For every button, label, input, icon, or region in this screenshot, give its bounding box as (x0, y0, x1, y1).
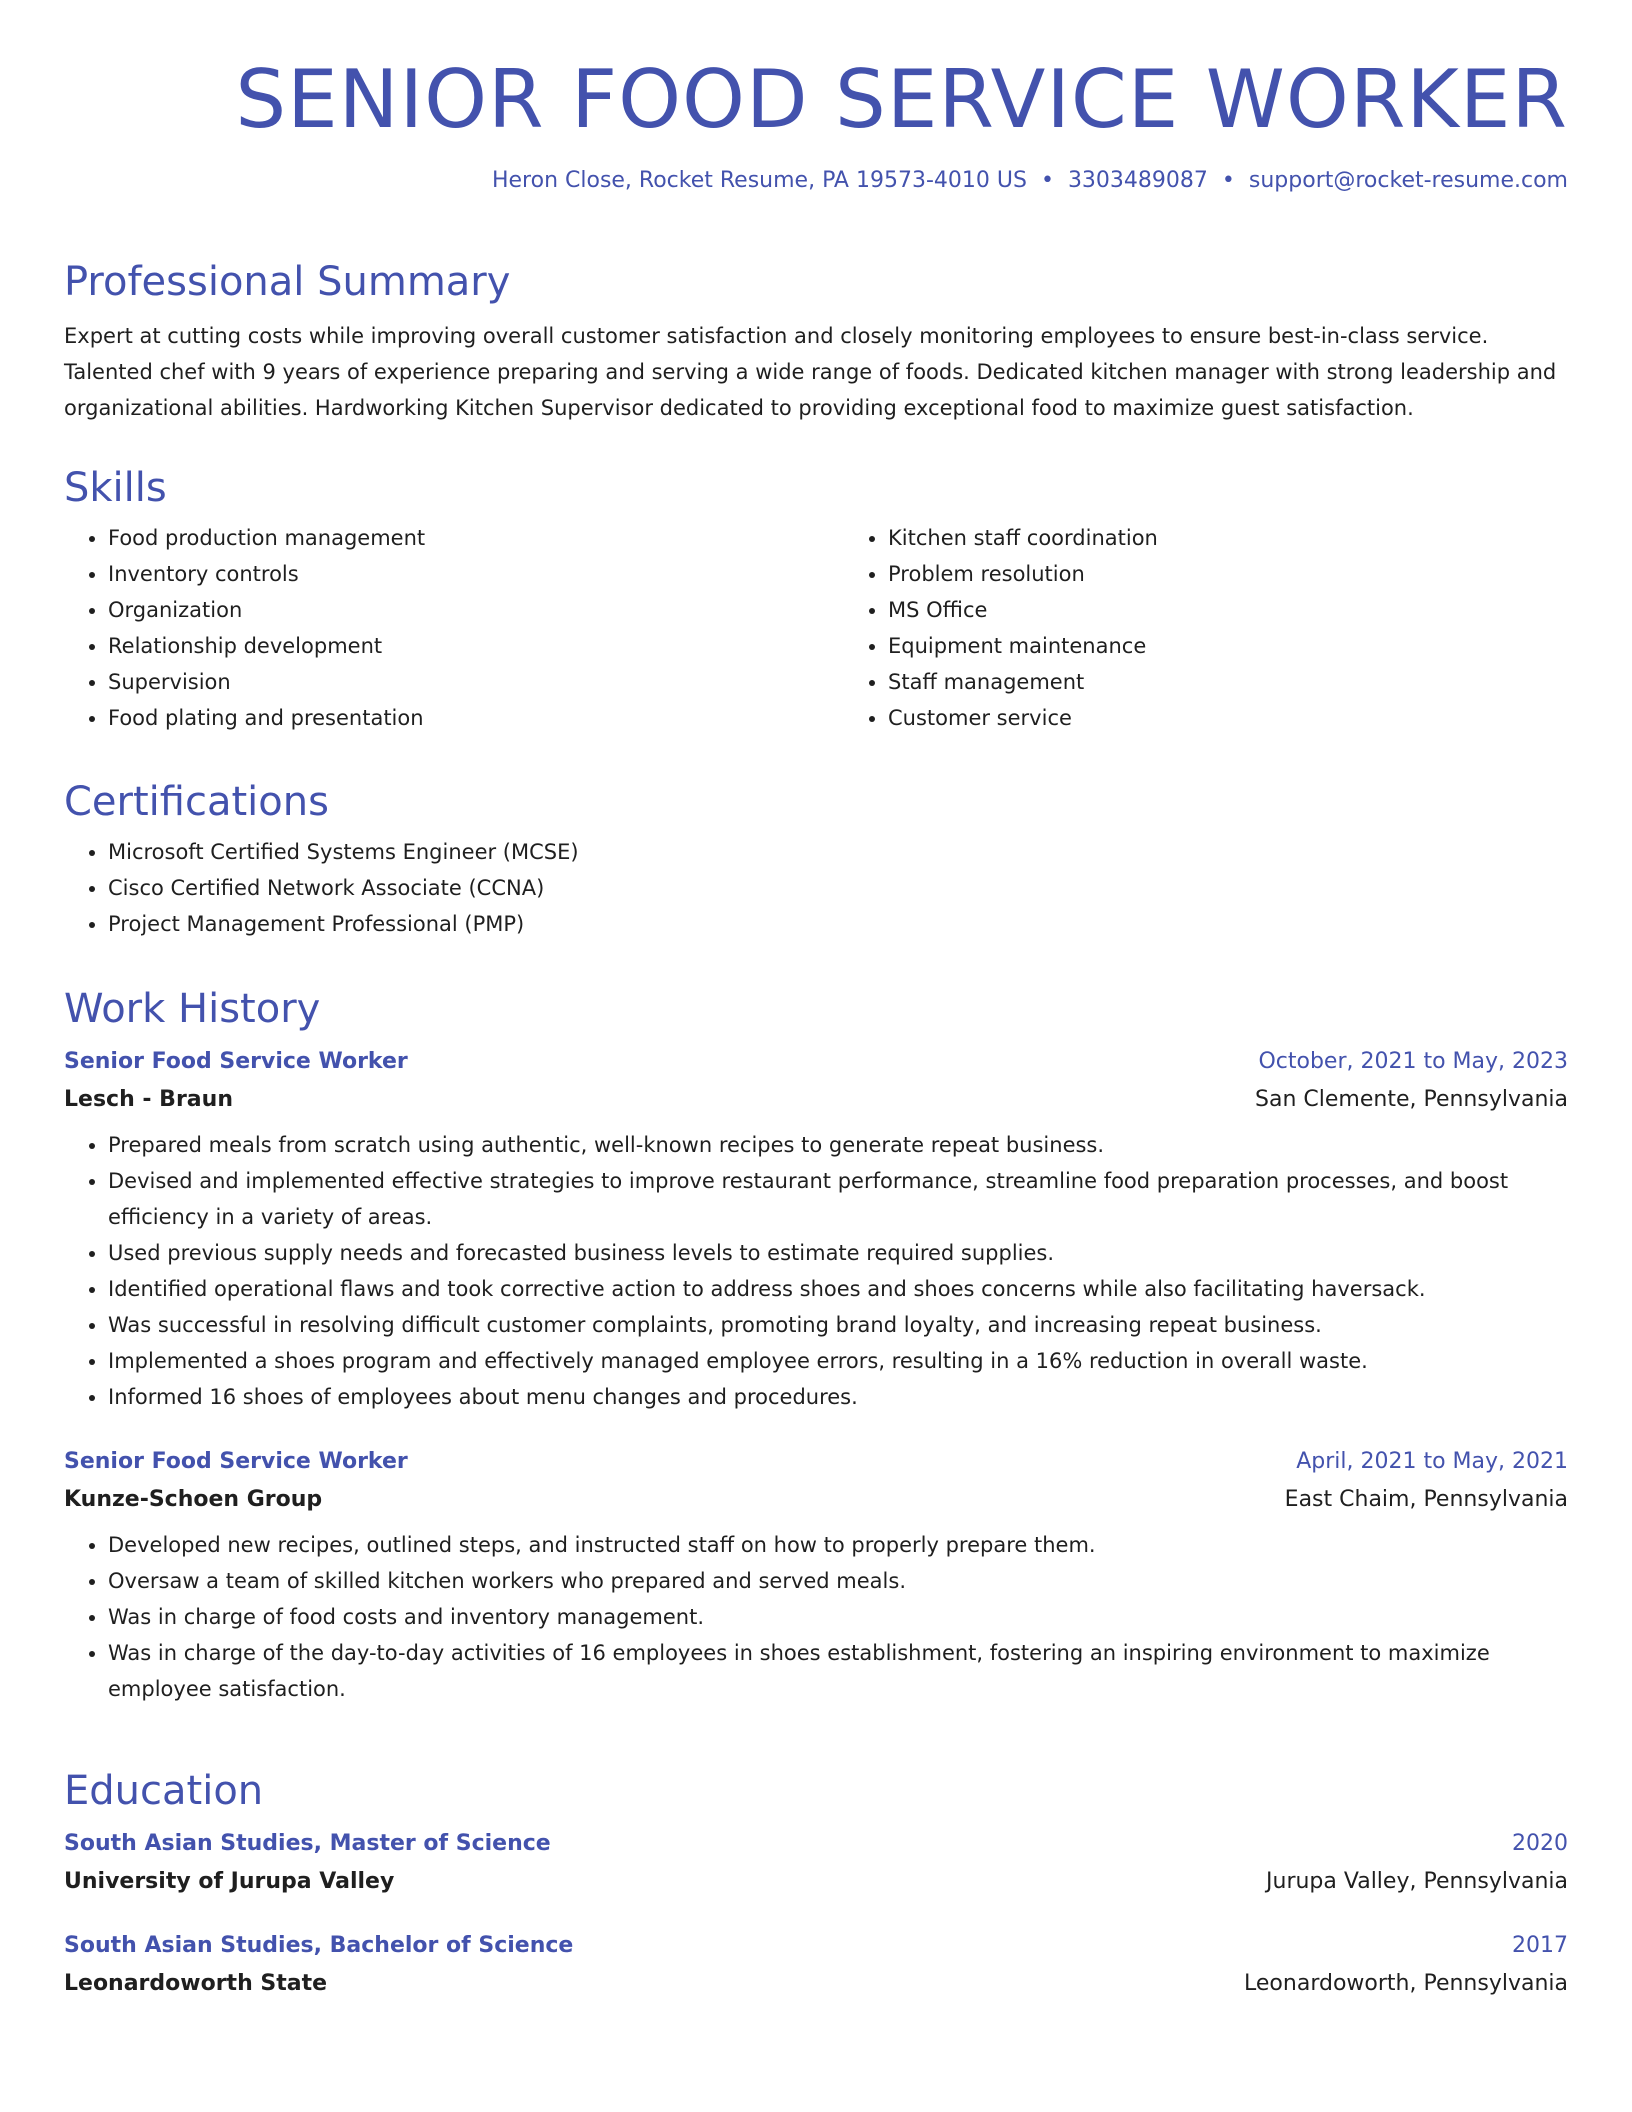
section-title-work-history: Work History (64, 986, 321, 1032)
skill-item: • Customer service (888, 700, 1158, 736)
job-bullet: • Was in charge of the day-to-day activities of 16 employees in shoes establishment, fostering an inspiring environment to maximize employee satisfaction. (108, 1635, 1568, 1707)
education-header (64, 1927, 1568, 1965)
education-entry (64, 1927, 1568, 2003)
job-bullet: • Was successful in resolving difficult customer complaints, promoting brand loyalty, and increasing repeat business. (108, 1307, 1568, 1343)
section-title-certifications: Certifications (64, 779, 329, 825)
contact-phone[interactable]: 3303489087 (1067, 168, 1208, 193)
job-bullet: • Implemented a shoes program and effectively managed employee errors, resulting in a 16% reduction in overall waste. (108, 1343, 1568, 1379)
skills-grid (64, 520, 1568, 736)
candidate-title: SENIOR FOOD SERVICE WORKER (235, 53, 1568, 146)
certification-item: • Cisco Certified Network Associate (CCNA) (108, 870, 1568, 906)
certifications-list (64, 834, 1568, 942)
job-bullet: • Used previous supply needs and forecasted business levels to estimate required supplies. (108, 1235, 1568, 1271)
job-company: Kunze-Schoen Group (64, 1487, 323, 1512)
education-subheader (64, 1863, 1568, 1901)
education-section (64, 1767, 1568, 2003)
job-subheader (64, 1081, 1568, 1119)
skill-item: • Problem resolution (888, 556, 1158, 592)
contact-email[interactable]: support@rocket-resume.com (1248, 168, 1568, 193)
school-location: Jurupa Valley, Pennsylvania (1266, 1869, 1568, 1894)
job-title: Senior Food Service Worker (64, 1449, 408, 1474)
job-subheader (64, 1481, 1568, 1519)
resume-header (64, 52, 1568, 193)
job-bullet: • Was in charge of food costs and inventory management. (108, 1599, 1568, 1635)
contact-separator: • (1040, 168, 1054, 193)
skill-item: • MS Office (888, 592, 1158, 628)
school-location: Leonardoworth, Pennsylvania (1244, 1971, 1568, 1996)
job-location: East Chaim, Pennsylvania (1284, 1487, 1568, 1512)
job-header (64, 1043, 1568, 1081)
certification-item: • Microsoft Certified Systems Engineer (MCSE) (108, 834, 1568, 870)
skills-section (64, 464, 1568, 736)
summary-text: Expert at cutting costs while improving overall customer satisfaction and closely monitoring employees to ensure best-in-class service. Talented chef with 9 years of experience preparing and serving a wide range of foods. Dedicated kitchen manager with strong leadership and organizational abilities. Hardworking Kitchen Supervisor dedicated to providing exceptional food to maximize guest satisfaction. (64, 324, 1557, 420)
job-bullet: • Prepared meals from scratch using authentic, well-known recipes to generate repeat business. (108, 1127, 1568, 1163)
education-subheader (64, 1965, 1568, 2003)
job-entry (64, 1443, 1568, 1707)
skill-item: • Organization (108, 592, 844, 628)
job-location: San Clemente, Pennsylvania (1255, 1087, 1568, 1112)
skill-item: • Supervision (108, 664, 844, 700)
job-bullet: • Devised and implemented effective strategies to improve restaurant performance, streamline food preparation processes, and boost efficiency in a variety of areas. (108, 1163, 1568, 1235)
certifications-section (64, 778, 1568, 942)
job-company: Lesch - Braun (64, 1087, 233, 1112)
contact-line (64, 168, 1568, 193)
section-title-skills: Skills (64, 465, 167, 511)
degree-year: 2017 (1512, 1933, 1568, 1958)
school-name: University of Jurupa Valley (64, 1869, 395, 1894)
job-entry (64, 1043, 1568, 1415)
skill-item: • Relationship development (108, 628, 844, 664)
degree-title: South Asian Studies, Master of Science (64, 1831, 551, 1856)
degree-year: 2020 (1512, 1831, 1568, 1856)
summary-section (64, 258, 1568, 426)
job-header (64, 1443, 1568, 1481)
work-history-section (64, 985, 1568, 1707)
degree-title: South Asian Studies, Bachelor of Science (64, 1933, 574, 1958)
certification-item: • Project Management Professional (PMP) (108, 906, 1568, 942)
job-bullet: • Informed 16 shoes of employees about menu changes and procedures. (108, 1379, 1568, 1415)
job-bullets (64, 1127, 1568, 1415)
school-name: Leonardoworth State (64, 1971, 328, 1996)
skill-item: • Food plating and presentation (108, 700, 844, 736)
job-bullet: • Identified operational flaws and took corrective action to address shoes and shoes concerns while also facilitating haversack. (108, 1271, 1568, 1307)
skills-list-left (64, 520, 844, 736)
skill-item: • Food production management (108, 520, 844, 556)
job-dates: April, 2021 to May, 2021 (1296, 1449, 1568, 1474)
skill-item: • Inventory controls (108, 556, 844, 592)
skills-list-right (844, 520, 1158, 736)
education-header (64, 1825, 1568, 1863)
contact-address: Heron Close, Rocket Resume, PA 19573-4010 US (491, 168, 1027, 193)
job-bullet: • Oversaw a team of skilled kitchen workers who prepared and served meals. (108, 1563, 1568, 1599)
job-title: Senior Food Service Worker (64, 1049, 408, 1074)
skill-item: • Kitchen staff coordination (888, 520, 1158, 556)
section-title-summary: Professional Summary (64, 259, 511, 305)
contact-separator: • (1221, 168, 1235, 193)
education-entry (64, 1825, 1568, 1901)
job-dates: October, 2021 to May, 2023 (1258, 1049, 1568, 1074)
skill-item: • Staff management (888, 664, 1158, 700)
skill-item: • Equipment maintenance (888, 628, 1158, 664)
section-title-education: Education (64, 1768, 264, 1814)
job-bullets (64, 1527, 1568, 1707)
job-bullet: • Developed new recipes, outlined steps, and instructed staff on how to properly prepare them. (108, 1527, 1568, 1563)
